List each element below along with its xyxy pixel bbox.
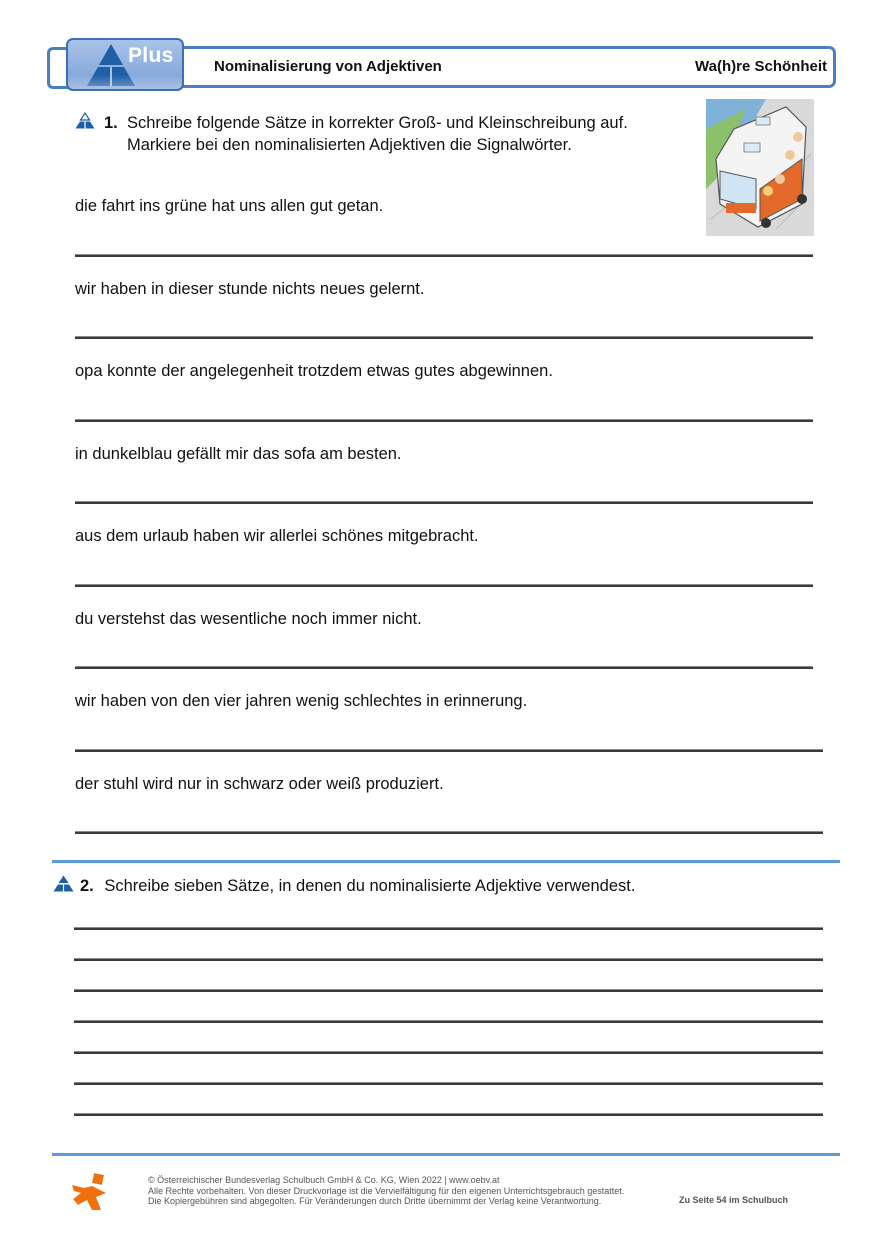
bus-illustration (706, 99, 814, 236)
free-answer-line-2[interactable] (74, 958, 823, 961)
footer-copyright-line-2: Alle Rechte vorbehalten. Von dieser Druckvorlage ist die Vervielfältigung für den eigenen Unterrichtsgebrauch gestattet. (148, 1185, 625, 1196)
schoolbook-page-reference: Zu Seite 54 im Schulbuch (679, 1195, 789, 1205)
section-separator (52, 860, 840, 863)
sentence-6: du verstehst das wesentliche noch immer nicht. (75, 610, 422, 628)
page-title: Nominalisierung von Adjektiven (214, 58, 442, 75)
free-answer-line-4[interactable] (74, 1020, 823, 1023)
answer-line-6[interactable] (75, 666, 813, 669)
answer-line-3[interactable] (75, 419, 813, 422)
sentence-8: der stuhl wird nur in schwarz oder weiß produziert. (75, 775, 444, 793)
badge-shine (68, 75, 182, 89)
sentence-2: wir haben in dieser stunde nichts neues gelernt. (75, 280, 425, 298)
sentence-4: in dunkelblau gefällt mir das sofa am besten. (75, 445, 402, 463)
footer-separator (52, 1153, 840, 1156)
pyramid-full-icon (53, 875, 74, 892)
answer-line-5[interactable] (75, 584, 813, 587)
task-2-instruction (80, 875, 635, 897)
footer-copyright-line-3: Die Kopiergebühren sind abgegolten. Für Veränderungen durch Dritte übernimmt der Verlag keine Verantwortung. (148, 1196, 602, 1206)
footer-copyright (148, 1175, 624, 1207)
sentence-5: aus dem urlaub haben wir allerlei schönes mitgebracht. (75, 527, 479, 545)
answer-line-2[interactable] (75, 336, 813, 339)
answer-line-1[interactable] (75, 254, 813, 257)
task-1-number: 1. (104, 114, 118, 132)
answer-line-7[interactable] (75, 749, 823, 752)
free-answer-line-5[interactable] (74, 1051, 823, 1054)
publisher-logo-icon (70, 1173, 110, 1211)
answer-line-8[interactable] (75, 831, 823, 834)
free-answer-line-6[interactable] (74, 1082, 823, 1085)
answer-line-4[interactable] (75, 501, 813, 504)
sentence-3: opa konnte der angelegenheit trotzdem etwas gutes abgewinnen. (75, 362, 553, 380)
chapter-topic: Wa(h)re Schönheit (695, 58, 827, 75)
task-2-instruction-text: Schreibe sieben Sätze, in denen du nominalisierte Adjektive verwendest. (104, 877, 636, 895)
sentence-7: wir haben von den vier jahren wenig schlechtes in erinnerung. (75, 692, 528, 710)
pyramid-level-icon (75, 112, 95, 129)
free-answer-line-7[interactable] (74, 1113, 823, 1116)
footer-copyright-line-1: © Österreichischer Bundesverlag Schulbuch GmbH & Co. KG, Wien 2022 | www.oebv.at (148, 1175, 500, 1185)
free-answer-line-1[interactable] (74, 927, 823, 930)
plus-badge-label: Plus (128, 44, 174, 67)
task-1-instruction-line-2: Markiere bei den nominalisierten Adjektiven die Signalwörter. (127, 136, 572, 154)
task-2-number: 2. (80, 877, 94, 895)
task-1-instruction-line-1: Schreibe folgende Sätze in korrekter Groß- und Kleinschreibung auf. (127, 114, 628, 132)
plus-badge (66, 38, 184, 91)
sentence-1: die fahrt ins grüne hat uns allen gut getan. (75, 197, 384, 215)
free-answer-line-3[interactable] (74, 989, 823, 992)
